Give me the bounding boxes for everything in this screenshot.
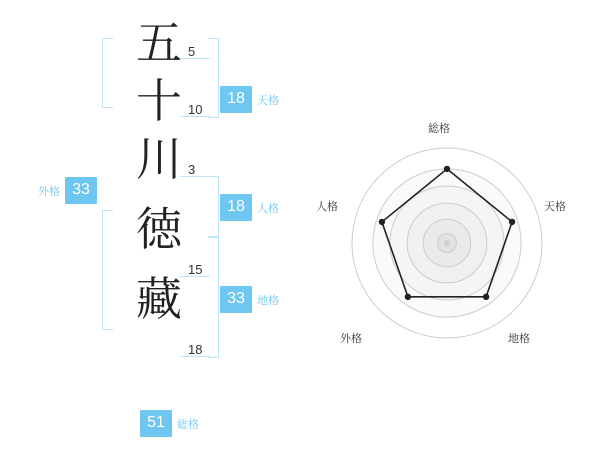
kanji-char: 藏 bbox=[136, 272, 182, 326]
stroke-count: 5 bbox=[188, 44, 196, 59]
chip-value: 18 bbox=[220, 86, 252, 113]
tick-line bbox=[180, 58, 210, 59]
chip-soukaku bbox=[140, 410, 199, 437]
chip-value: 51 bbox=[140, 410, 172, 437]
chip-chikaku bbox=[220, 286, 279, 313]
kanji-char: 徳 bbox=[136, 202, 182, 256]
bracket-jinkaku bbox=[208, 176, 219, 238]
chip-gaikaku bbox=[38, 177, 97, 204]
stroke-count: 18 bbox=[188, 342, 203, 357]
kanji-char: 五 bbox=[136, 16, 182, 70]
radar-axis-label-jinkaku: 人格 bbox=[316, 200, 338, 213]
bracket-chikaku bbox=[208, 236, 219, 358]
radar-axis-label-soukaku: 総格 bbox=[428, 122, 450, 135]
chip-label: 人格 bbox=[257, 201, 279, 215]
kanji-column bbox=[128, 14, 190, 328]
kanji-char: 十 bbox=[136, 74, 182, 128]
bracket-gaikaku-bottom bbox=[102, 210, 113, 330]
chip-jinkaku bbox=[220, 194, 279, 221]
stroke-count: 15 bbox=[188, 262, 203, 277]
radar-chart bbox=[300, 0, 600, 470]
chip-tenkaku bbox=[220, 86, 279, 113]
bracket-tenkaku bbox=[208, 38, 219, 118]
chip-value: 33 bbox=[65, 177, 97, 204]
stroke-count: 10 bbox=[188, 102, 203, 117]
tick-line bbox=[180, 276, 210, 277]
radar-axis-label-gaikaku: 外格 bbox=[340, 332, 362, 345]
radar-axis-label-chikaku: 地格 bbox=[508, 332, 530, 345]
tick-line bbox=[180, 356, 210, 357]
chip-label: 外格 bbox=[38, 184, 60, 198]
chip-label: 地格 bbox=[257, 293, 279, 307]
chip-label: 天格 bbox=[257, 93, 279, 107]
chip-value: 33 bbox=[220, 286, 252, 313]
radar-axis-label-tenkaku: 天格 bbox=[544, 200, 566, 213]
chip-label: 総格 bbox=[177, 417, 199, 431]
stroke-count: 3 bbox=[188, 162, 196, 177]
tick-line bbox=[180, 176, 210, 177]
name-analysis-panel bbox=[0, 0, 300, 470]
bracket-gaikaku-top bbox=[102, 38, 113, 108]
tick-line bbox=[180, 116, 210, 117]
kanji-char: 川 bbox=[136, 132, 182, 186]
chip-value: 18 bbox=[220, 194, 252, 221]
radar-chart-svg bbox=[300, 0, 600, 470]
